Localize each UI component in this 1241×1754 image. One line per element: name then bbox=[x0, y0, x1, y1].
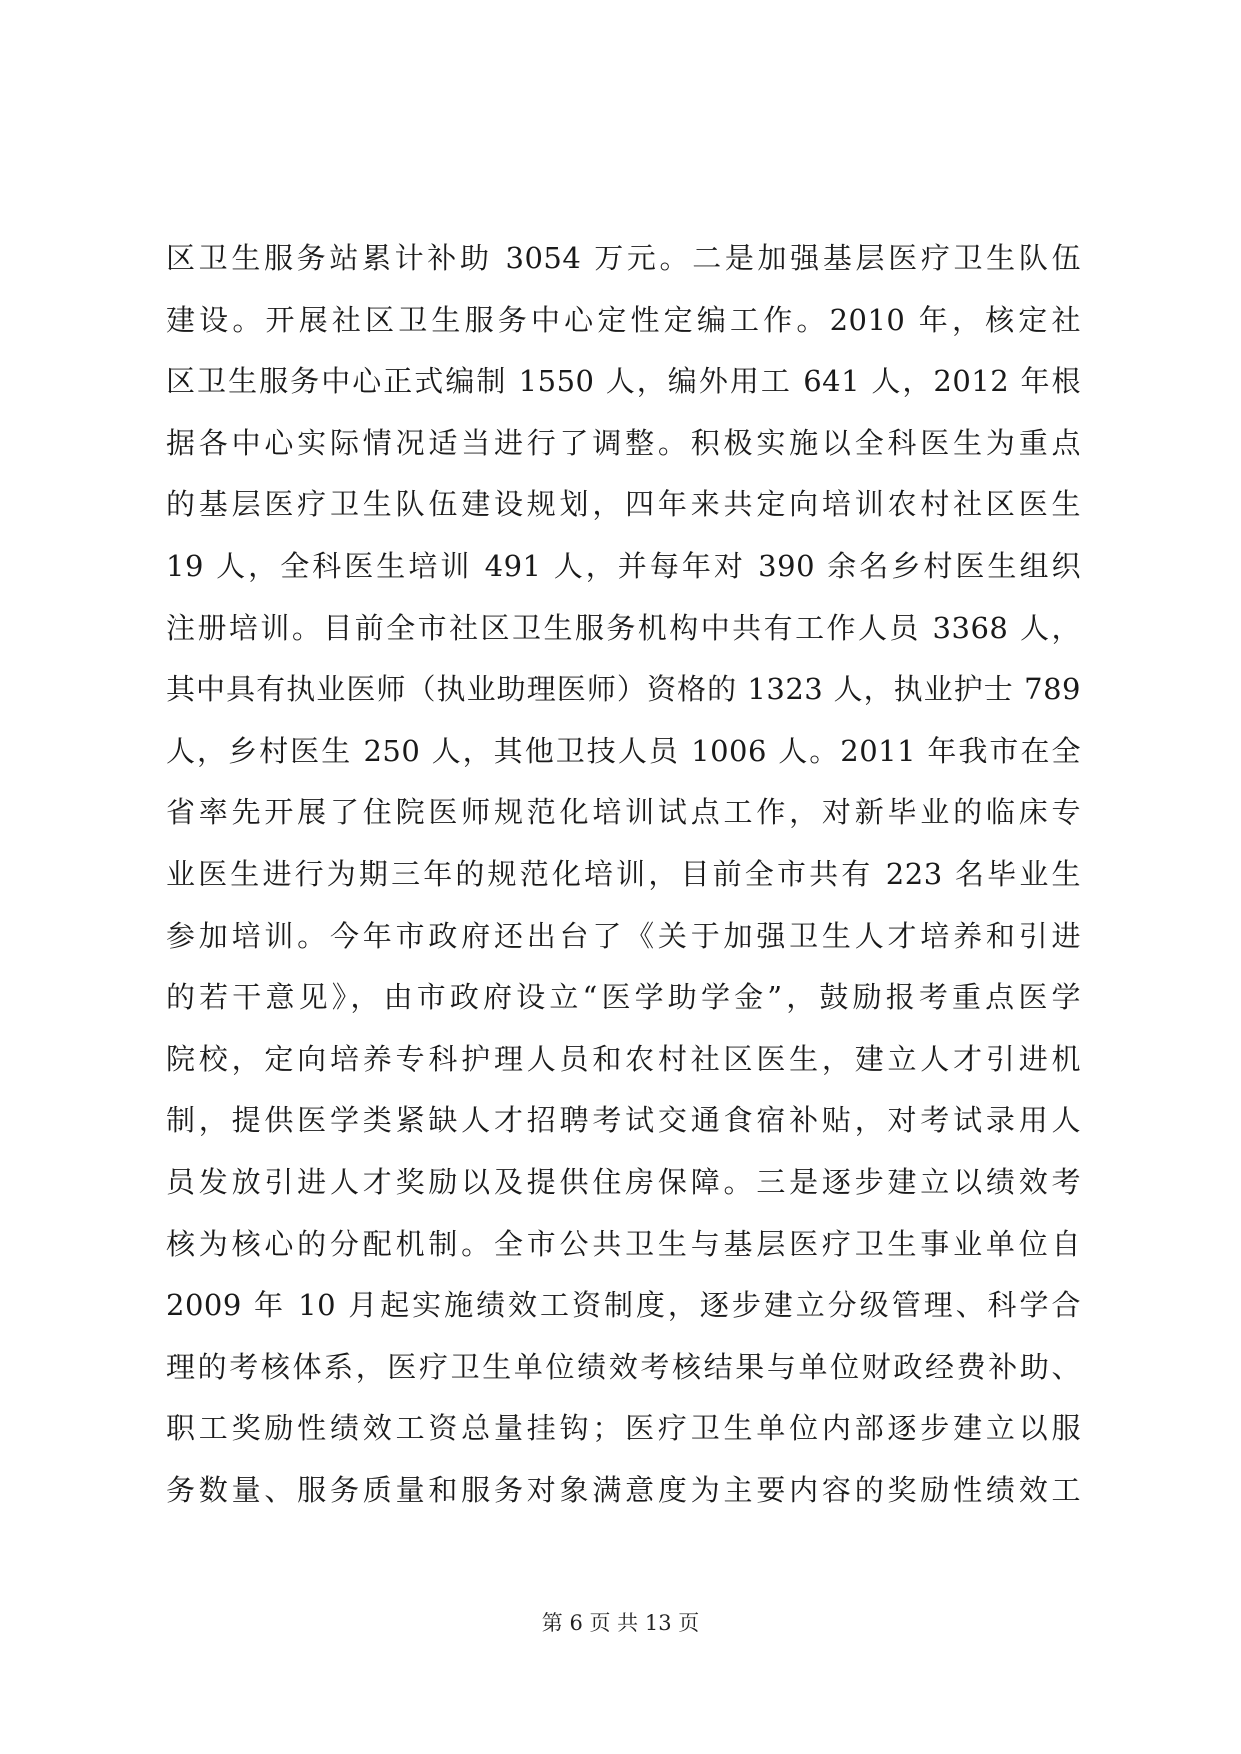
body-text bbox=[166, 228, 1081, 1521]
text-line: 制，提供医学类紧缺人才招聘考试交通食宿补贴，对考试录用人 bbox=[166, 1103, 1081, 1138]
text-line: 核为核心的分配机制。全市公共卫生与基层医疗卫生事业单位自 bbox=[166, 1226, 1081, 1261]
text-line: 职工奖励性绩效工资总量挂钩；医疗卫生单位内部逐步建立以服 bbox=[166, 1411, 1081, 1446]
text-line: 院校，定向培养专科护理人员和农村社区医生，建立人才引进机 bbox=[166, 1041, 1081, 1076]
text-line: 据各中心实际情况适当进行了调整。积极实施以全科医生为重点 bbox=[166, 425, 1081, 460]
text-line: 务数量、服务质量和服务对象满意度为主要内容的奖励性绩效工 bbox=[166, 1472, 1081, 1507]
text-line: 2009 年 10 月起实施绩效工资制度，逐步建立分级管理、科学合 bbox=[166, 1288, 1081, 1323]
text-line: 人，乡村医生 250 人，其他卫技人员 1006 人。2011 年我市在全 bbox=[166, 733, 1081, 768]
text-line: 其中具有执业医师（执业助理医师）资格的 1323 人，执业护士 789 bbox=[166, 672, 1081, 707]
text-line: 的若干意见》，由市政府设立“医学助学金”，鼓励报考重点医学 bbox=[166, 980, 1081, 1015]
text-line: 理的考核体系，医疗卫生单位绩效考核结果与单位财政经费补助、 bbox=[166, 1349, 1081, 1384]
page-number-label: 第 6 页 共 13 页 bbox=[541, 1611, 700, 1635]
text-line: 区卫生服务站累计补助 3054 万元。二是加强基层医疗卫生队伍 bbox=[166, 241, 1081, 275]
text-line: 业医生进行为期三年的规范化培训，目前全市共有 223 名毕业生 bbox=[166, 856, 1081, 891]
text-line: 的基层医疗卫生队伍建设规划，四年来共定向培训农村社区医生 bbox=[166, 487, 1081, 522]
text-line: 建设。开展社区卫生服务中心定性定编工作。2010 年，核定社 bbox=[166, 302, 1081, 337]
text-line: 注册培训。目前全市社区卫生服务机构中共有工作人员 3368 人， bbox=[166, 610, 1081, 645]
text-line: 区卫生服务中心正式编制 1550 人，编外用工 641 人，2012 年根 bbox=[166, 364, 1081, 399]
text-line: 员发放引进人才奖励以及提供住房保障。三是逐步建立以绩效考 bbox=[166, 1164, 1081, 1199]
text-line: 19 人，全科医生培训 491 人，并每年对 390 余名乡村医生组织 bbox=[166, 548, 1081, 583]
text-line: 参加培训。今年市政府还出台了《关于加强卫生人才培养和引进 bbox=[166, 918, 1081, 953]
page-footer bbox=[0, 1608, 1241, 1638]
text-line: 省率先开展了住院医师规范化培训试点工作，对新毕业的临床专 bbox=[166, 795, 1081, 830]
